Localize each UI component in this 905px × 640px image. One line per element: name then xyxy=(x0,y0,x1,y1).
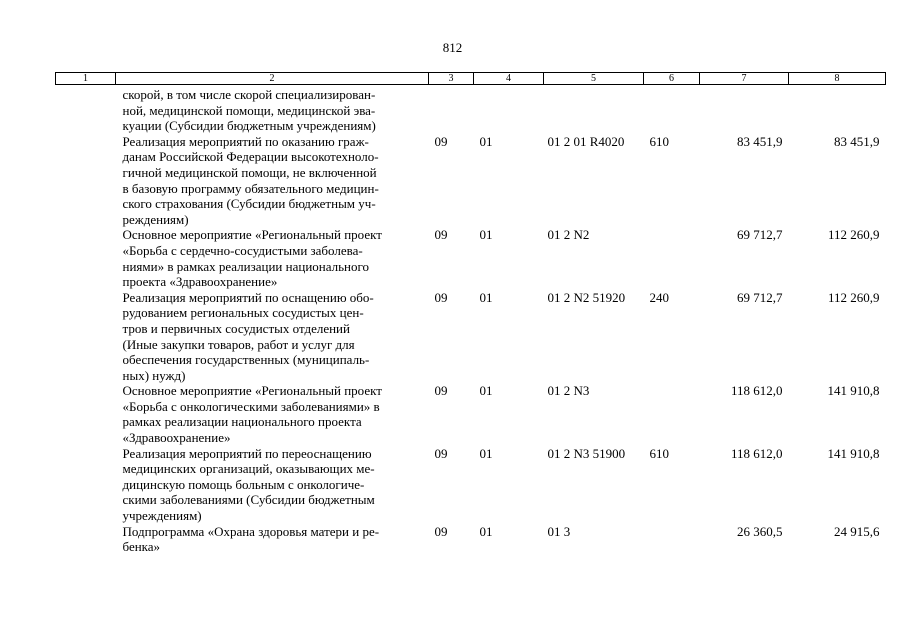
cell-subsection: 01 xyxy=(479,445,493,461)
budget-table xyxy=(55,72,886,555)
cell-section xyxy=(429,85,474,134)
header-col-5: 5 xyxy=(544,73,644,85)
table-row xyxy=(56,227,886,289)
table-row xyxy=(56,446,886,524)
cell-amount-year2: 112 260,9 xyxy=(827,227,880,243)
cell-amount-year2: 112 260,9 xyxy=(827,289,880,305)
cell-target-article: 01 2 N3 xyxy=(547,383,590,399)
cell-number xyxy=(56,134,116,228)
cell-amount-year2: 24 915,6 xyxy=(834,523,880,539)
header-col-1: 1 xyxy=(56,73,116,85)
cell-section: 09 xyxy=(434,445,448,461)
table-row xyxy=(56,290,886,384)
cell-amount-year1: 69 712,7 xyxy=(737,227,783,243)
header-col-3: 3 xyxy=(429,73,474,85)
cell-subsection: 01 xyxy=(479,289,493,305)
cell-name: Реализация мероприятий по оказанию граж- данам Российской Федерации высокотехноло- гичной медицинской помощи, не включенной в базовую программу обязательного медицин- ского страхования (Субсидии бюджетным уч- реждениям) xyxy=(122,133,379,227)
cell-amount-year1: 118 612,0 xyxy=(730,445,783,461)
cell-expense-type xyxy=(644,227,700,289)
table-row xyxy=(56,524,886,555)
cell-amount-year2: 83 451,9 xyxy=(834,133,880,149)
table-row xyxy=(56,383,886,445)
cell-number xyxy=(56,383,116,445)
cell-target-article: 01 2 N2 xyxy=(547,227,590,243)
cell-section: 09 xyxy=(434,289,448,305)
cell-number xyxy=(56,446,116,524)
cell-amount-year2 xyxy=(789,85,886,134)
header-col-7: 7 xyxy=(700,73,789,85)
table-body xyxy=(56,85,886,555)
table-row xyxy=(56,85,886,134)
cell-target-article: 01 2 01 R4020 xyxy=(547,133,625,149)
cell-number xyxy=(56,524,116,555)
cell-name: Основное мероприятие «Региональный проект «Борьба с онкологическими заболеваниями» в рамках реализации национального проекта «Здравоохранение» xyxy=(122,383,382,446)
cell-section: 09 xyxy=(434,523,448,539)
table-header xyxy=(56,73,886,85)
cell-amount-year1: 26 360,5 xyxy=(737,523,783,539)
cell-name: Основное мероприятие «Региональный проект «Борьба с сердечно-сосудистыми заболева- ниями» в рамках реализации национального проекта «Здравоохранение» xyxy=(122,227,382,290)
page-number: 812 xyxy=(442,40,463,55)
cell-expense-type: 610 xyxy=(649,445,669,461)
cell-amount-year1: 83 451,9 xyxy=(737,133,783,149)
cell-amount-year1: 69 712,7 xyxy=(737,289,783,305)
cell-name: Реализация мероприятий по оснащению обо- рудованием региональных сосудистых цен- тров и первичных сосудистых отделений (Иные закупки товаров, работ и услуг для обеспечения государственных (муниципаль- ных) нужд) xyxy=(122,289,374,383)
cell-expense-type xyxy=(644,85,700,134)
cell-subsection: 01 xyxy=(479,133,493,149)
header-col-8: 8 xyxy=(789,73,886,85)
cell-expense-type xyxy=(644,383,700,445)
cell-expense-type: 240 xyxy=(649,289,669,305)
cell-number xyxy=(56,290,116,384)
header-col-6: 6 xyxy=(644,73,700,85)
cell-name: Реализация мероприятий по переоснащению медицинских организаций, оказывающих ме- дицинскую помощь больным с онкологиче- скими заболеваниями (Субсидии бюджетным учреждениям) xyxy=(122,445,375,524)
cell-amount-year1: 118 612,0 xyxy=(730,383,783,399)
cell-name: Подпрограмма «Охрана здоровья матери и ре- бенка» xyxy=(122,523,380,555)
cell-target-article: 01 2 N2 51920 xyxy=(547,289,626,305)
header-col-4: 4 xyxy=(474,73,544,85)
cell-section: 09 xyxy=(434,227,448,243)
cell-subsection xyxy=(474,85,544,134)
cell-subsection: 01 xyxy=(479,383,493,399)
cell-target-article: 01 3 xyxy=(547,523,571,539)
cell-amount-year1 xyxy=(700,85,789,134)
cell-number xyxy=(56,227,116,289)
header-col-2: 2 xyxy=(116,73,429,85)
cell-section: 09 xyxy=(434,383,448,399)
cell-amount-year2: 141 910,8 xyxy=(827,445,880,461)
cell-section: 09 xyxy=(434,133,448,149)
cell-subsection: 01 xyxy=(479,227,493,243)
cell-name: скорой, в том числе скорой специализирован- ной, медицинской помощи, медицинской эва- куации (Субсидии бюджетным учреждениям) xyxy=(122,87,376,134)
table-row xyxy=(56,134,886,228)
cell-target-article xyxy=(544,85,644,134)
cell-number xyxy=(56,85,116,134)
cell-expense-type: 610 xyxy=(649,133,669,149)
header-row xyxy=(56,73,886,85)
cell-amount-year2: 141 910,8 xyxy=(827,383,880,399)
cell-expense-type xyxy=(644,524,700,555)
cell-target-article: 01 2 N3 51900 xyxy=(547,445,626,461)
cell-subsection: 01 xyxy=(479,523,493,539)
